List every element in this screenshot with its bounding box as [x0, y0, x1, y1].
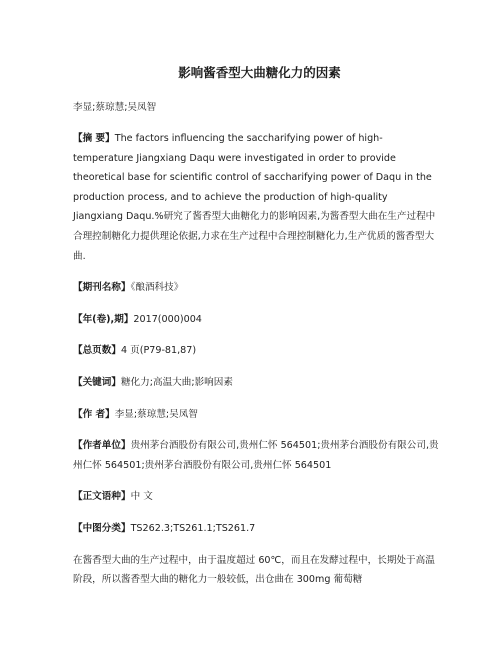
field-author	[73, 405, 440, 425]
field-label: 【正文语种】	[73, 491, 131, 503]
field-value: 糖化力;高温大曲;影响因素	[120, 376, 233, 388]
body-paragraph: 在酱香型大曲的生产过程中，由于温度超过 60℃，而且在发酵过程中，长期处于高温阶段，所以酱香型大曲的糖化力一般较低，出仓曲在 300mg 葡萄糖	[73, 554, 435, 586]
abstract-section	[73, 129, 440, 266]
field-value: 2017(000)004	[133, 313, 202, 325]
field-label: 【总页数】	[73, 345, 121, 357]
paper-title: 影响酱香型大曲糖化力的因素	[178, 65, 341, 80]
field-label: 【作 者】	[73, 408, 115, 420]
field-label: 【年(卷),期】	[73, 313, 134, 325]
field-value: 李显;蔡琼慧;吴凤智	[114, 408, 198, 420]
field-label: 【期刊名称】	[73, 282, 131, 294]
field-keywords	[73, 373, 440, 393]
field-affiliation	[73, 436, 440, 475]
abstract-text: The factors influencing the saccharifying power of high-temperature Jiangxiang Daqu were investigated in order to provide theoretical base for scientific control of saccharifying power of Daqu in the production process, and to achieve the production of high-quality Jiangxiang Daqu.%研究了酱香型大曲糖化力的影响因素,为酱香型大曲在生产过程中合理控制糖化力提供理论依据,力求在生产过程中合理控制糖化力,生产优质的酱香型大曲.	[73, 133, 436, 262]
field-label: 【中图分类】	[73, 522, 131, 534]
field-journal	[73, 278, 440, 298]
field-language	[73, 487, 440, 507]
field-pages	[73, 341, 440, 361]
field-value: 中 文	[130, 491, 153, 503]
field-label: 【关键词】	[73, 376, 121, 388]
author-list: 李显;蔡琼慧;吴凤智	[73, 102, 157, 113]
field-classification	[73, 519, 440, 539]
field-label: 【作者单位】	[73, 440, 131, 452]
field-value: 贵州茅台酒股份有限公司,贵州仁怀 564501;贵州茅台酒股份有限公司,贵州仁怀 564501;贵州茅台酒股份有限公司,贵州仁怀 564501	[73, 440, 439, 471]
field-value: 4 页(P79-81,87)	[120, 345, 197, 357]
field-value: 《酿酒科技》	[130, 282, 184, 294]
field-year-volume	[73, 310, 440, 330]
abstract-label: 【摘 要】	[73, 133, 115, 144]
field-value: TS262.3;TS261.1;TS261.7	[130, 522, 256, 534]
